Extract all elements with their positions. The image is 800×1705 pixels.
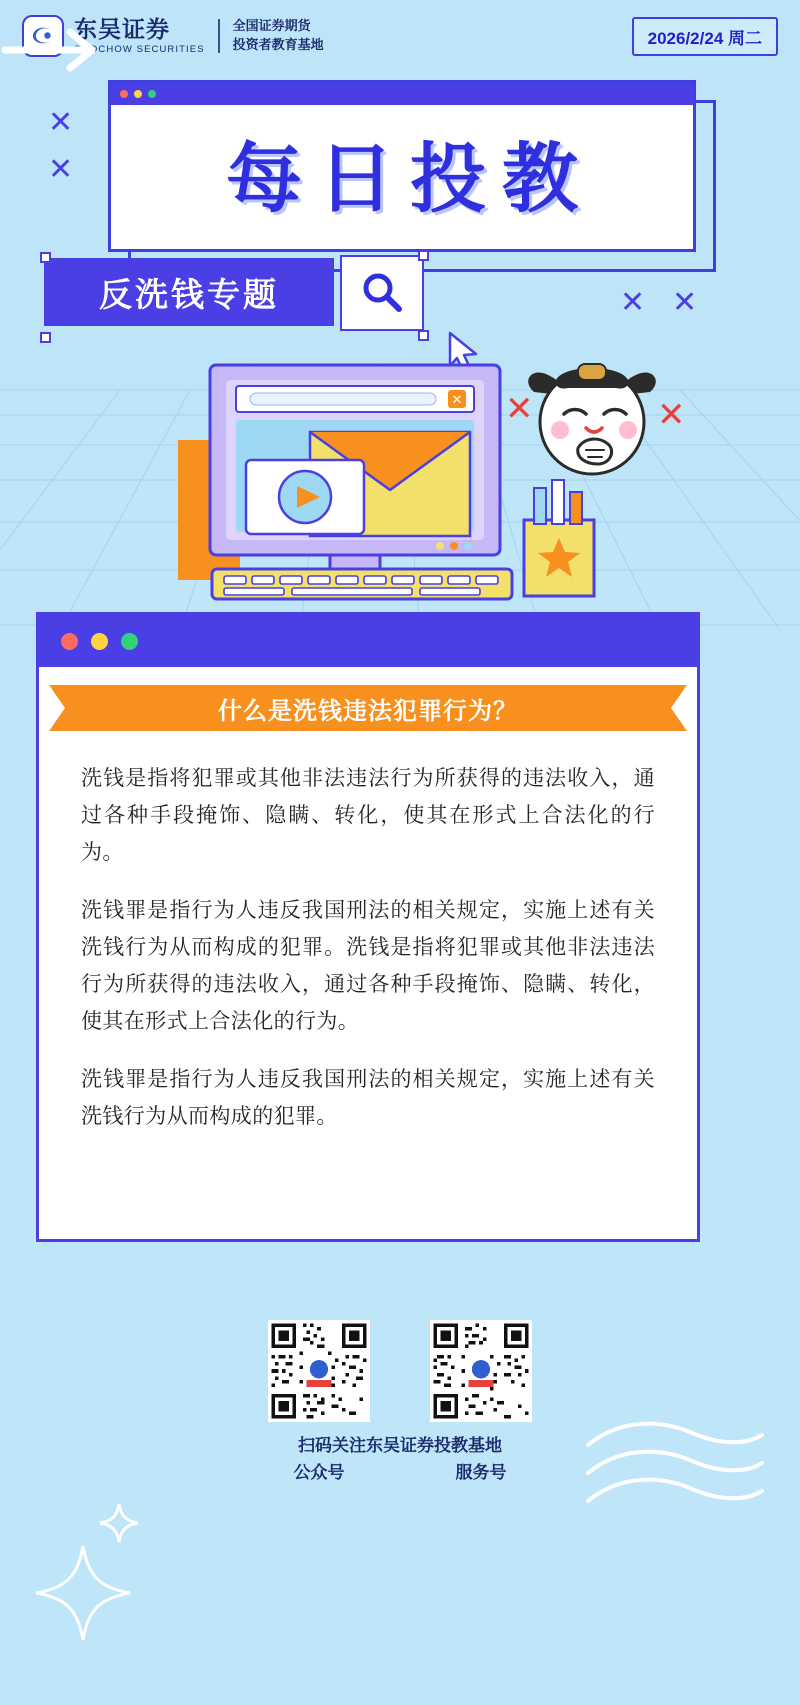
window-dot-yellow xyxy=(134,90,142,98)
brand-subtitle-line1: 全国证券期货 xyxy=(232,18,311,34)
brand-divider xyxy=(218,19,220,53)
brand-subtitle xyxy=(233,17,324,55)
cross-decoration-3: ✕ xyxy=(620,286,646,319)
selection-handle-tr xyxy=(418,250,429,261)
cross-decoration-2: ✕ xyxy=(48,153,74,186)
title-window-titlebar xyxy=(111,83,693,105)
sparkle-icon xyxy=(96,1500,142,1546)
mascot-character-icon xyxy=(512,352,672,484)
subtitle-tag-label: 反洗钱专题 xyxy=(99,275,279,313)
sparkle-icon xyxy=(28,1538,138,1648)
section-title: 什么是洗钱违法犯罪行为？ xyxy=(218,697,518,725)
card-dot-green xyxy=(121,633,138,650)
paragraph-2: 洗钱罪是指行为人违反我国刑法的相关规定，实施上述有关洗钱行为从而构成的犯罪。洗钱是指将犯罪或其他非法违法行为所获得的违法收入，通过各种手段掩饰、隐瞒、转化，使其在形式上合法化的行为。 xyxy=(81,899,655,1033)
qr-item-service-account[interactable] xyxy=(430,1320,532,1422)
arrow-right-icon xyxy=(0,20,110,80)
qr-label-service-account: 服务号 xyxy=(455,1463,507,1482)
search-icon xyxy=(359,270,405,316)
qr-caption: 扫码关注东吴证券投教基地 xyxy=(298,1436,502,1455)
svg-text:✕: ✕ xyxy=(451,392,463,407)
qr-item-public-account[interactable] xyxy=(268,1320,370,1422)
card-dot-yellow xyxy=(91,633,108,650)
cross-decoration-red-right: ✕ xyxy=(657,396,686,434)
subtitle-tag xyxy=(44,258,334,326)
selection-handle-bl xyxy=(40,332,51,343)
waves-icon xyxy=(580,1415,770,1525)
search-icon-box[interactable] xyxy=(340,255,424,331)
cross-decoration-4: ✕ xyxy=(672,286,698,319)
qr-code-icon xyxy=(268,1320,370,1422)
card-body-text xyxy=(39,731,697,1136)
qr-label-public-account: 公众号 xyxy=(293,1463,345,1482)
paragraph-3: 洗钱罪是指行为人违反我国刑法的相关规定，实施上述有关洗钱行为从而构成的犯罪。 xyxy=(81,1068,655,1128)
qr-labels-row xyxy=(200,1458,600,1483)
date-badge: 2026/2/24 周二 xyxy=(632,17,778,56)
selection-handle-tl xyxy=(40,252,51,263)
paragraph-1: 洗钱是指将犯罪或其他非法违法行为所获得的违法收入，通过各种手段掩饰、隐瞒、转化，使其在形式上合法化的行为。 xyxy=(81,767,655,864)
qr-code-area xyxy=(200,1320,600,1422)
cross-decoration-1: ✕ xyxy=(48,106,74,139)
cross-decoration-red-left: ✕ xyxy=(505,390,534,428)
qr-code-icon xyxy=(430,1320,532,1422)
page-title: 每日投教 xyxy=(226,134,594,223)
card-titlebar xyxy=(39,615,697,667)
content-card xyxy=(36,612,700,1242)
window-dot-green xyxy=(148,90,156,98)
page-header xyxy=(0,0,800,72)
brand-subtitle-line2: 投资者教育基地 xyxy=(232,37,324,52)
title-window xyxy=(108,80,696,252)
brand-name-en: SOOCHOW SECURITIES xyxy=(74,43,205,55)
brand-name-cn: 东吴证券 xyxy=(74,16,170,43)
section-header-banner xyxy=(49,685,687,731)
window-dot-red xyxy=(120,90,128,98)
card-dot-red xyxy=(61,633,78,650)
